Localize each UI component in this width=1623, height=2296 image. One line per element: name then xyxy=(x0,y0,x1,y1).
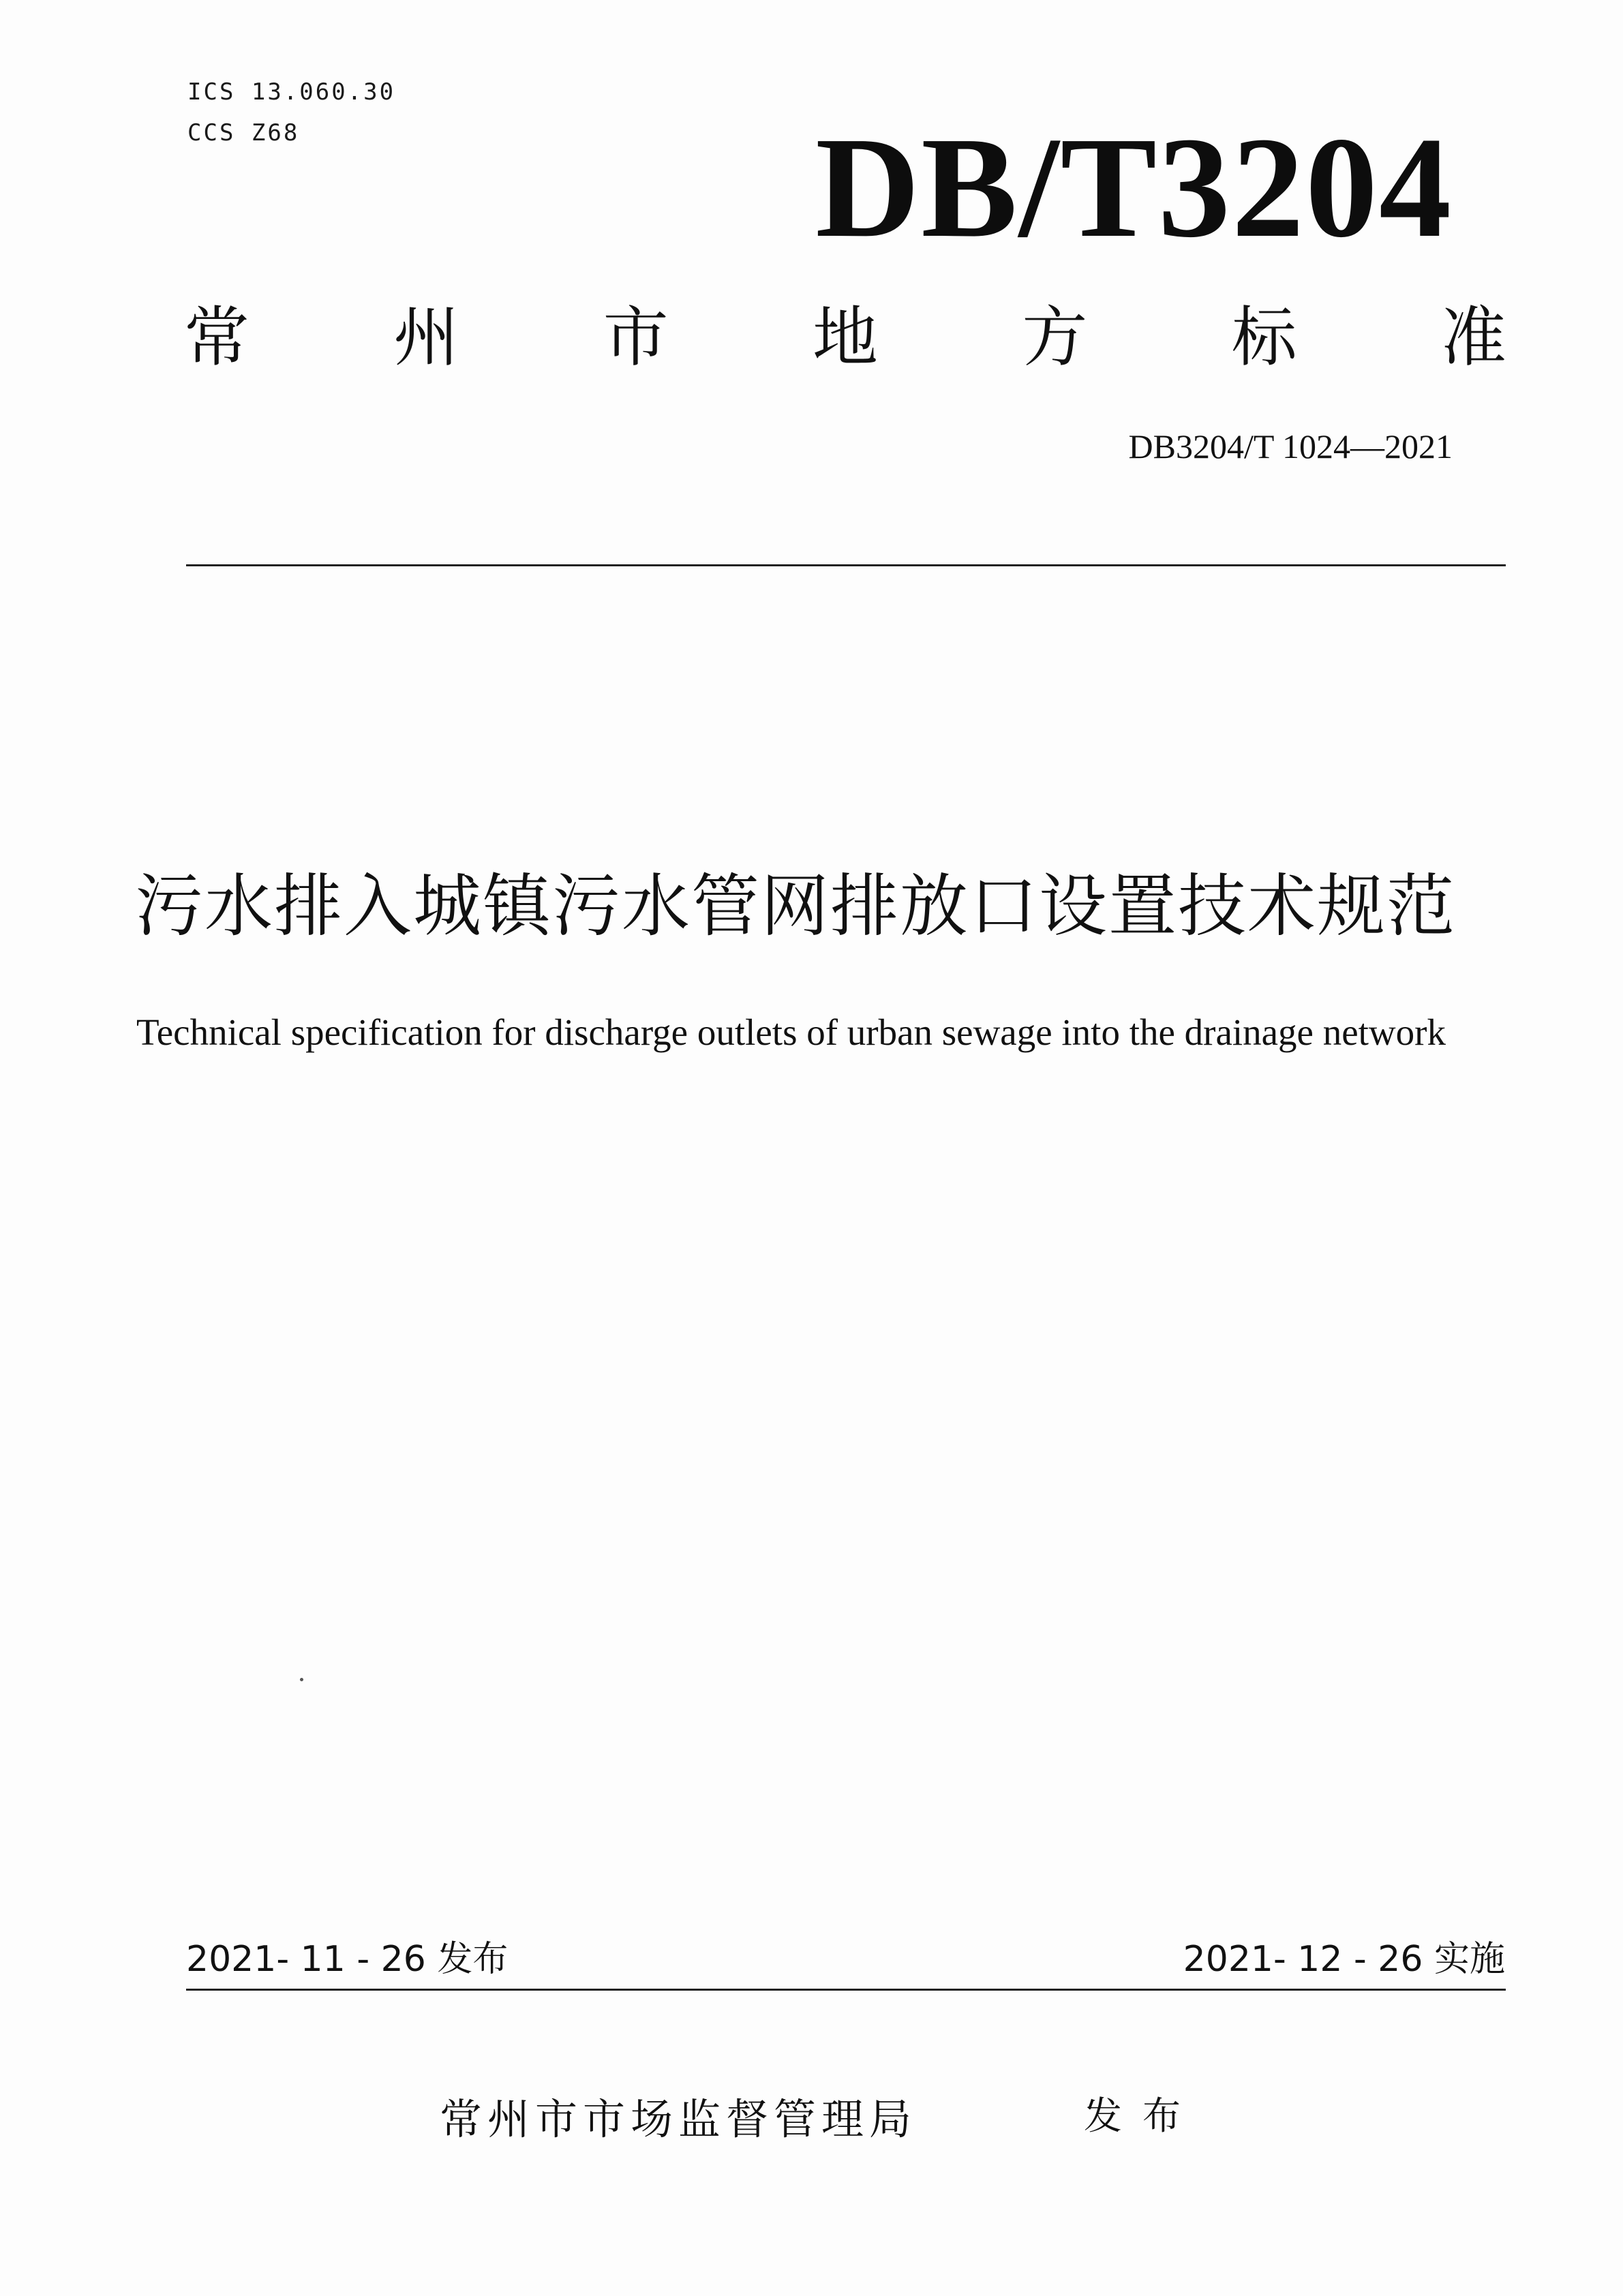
standard-type-char: 常 xyxy=(184,299,249,376)
standard-type-char: 准 xyxy=(1440,299,1506,376)
implement-date: 2021- 12 - 26 实施 xyxy=(1183,1939,1505,1980)
standard-code: DB3204/T 1024—2021 xyxy=(1128,427,1453,465)
standard-type-char: 地 xyxy=(812,299,878,376)
scan-speck xyxy=(300,1678,303,1681)
bottom-divider xyxy=(186,1989,1506,1991)
standard-type-char: 方 xyxy=(1022,299,1088,376)
issue-action: 发布 xyxy=(1084,2094,1201,2139)
standard-type-char: 标 xyxy=(1231,299,1297,376)
top-divider xyxy=(186,564,1506,566)
publish-date: 2021- 11 - 26 发布 xyxy=(186,1939,509,1980)
ics-code: ICS 13.060.30 xyxy=(187,78,396,106)
ccs-code: CCS Z68 xyxy=(187,119,300,147)
title-chinese: 污水排入城镇污水管网排放口设置技术规范 xyxy=(135,866,1456,946)
standard-logo: DB/T3204 xyxy=(815,107,1453,267)
standard-type-char: 州 xyxy=(393,299,459,376)
standard-type-heading xyxy=(184,300,1506,375)
issuing-authority: 常州市市场监督管理局 xyxy=(440,2094,917,2144)
standard-type-char: 市 xyxy=(603,299,669,376)
title-english: Technical specification for discharge outlets of urban sewage into the drainage network xyxy=(136,1011,1446,1053)
